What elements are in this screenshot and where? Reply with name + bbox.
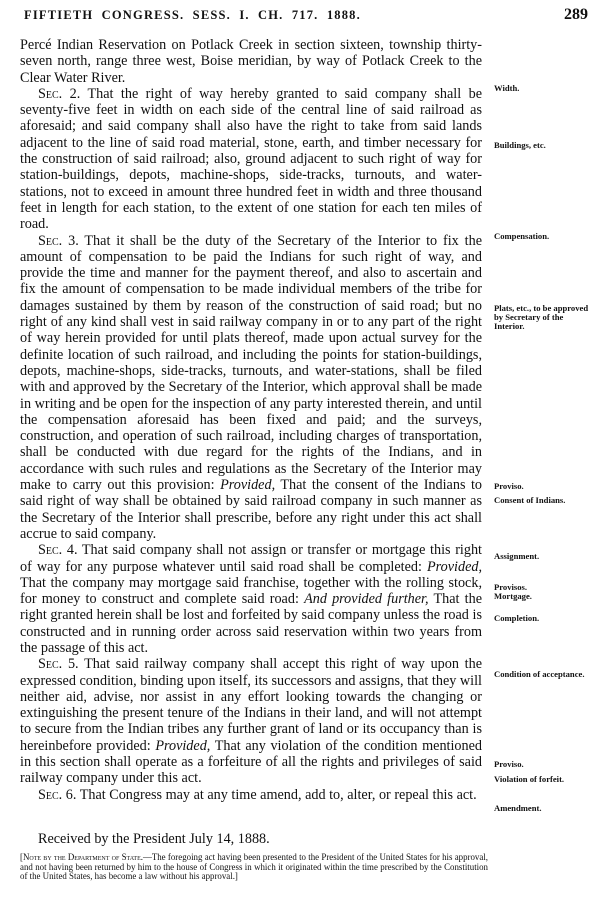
margin-note-assignment: Assignment. (494, 551, 540, 561)
paragraph-continuation: Percé Indian Reservation on Potlack Creek in section sixteen, township thirty-seven north, range three west, Boise meridian, by way of Potlack Creek to the Clear Water River. (20, 37, 482, 86)
section-label: Sec. 5. (38, 656, 79, 673)
proviso-term: Provided, (220, 477, 276, 494)
footnote (20, 853, 488, 882)
margin-note-buildings: Buildings, etc. (494, 140, 546, 150)
margin-note-proviso: Proviso. (494, 481, 524, 491)
margin-note-compensation: Compensation. (494, 231, 550, 241)
section-label: Sec. 4. (38, 542, 78, 559)
received-line: Received by the President July 14, 1888. (38, 831, 270, 847)
margin-note-amendment: Amendment. (494, 803, 542, 813)
section-2: Sec. 2. That the right of way hereby granted to said company shall be seventy-five feet in width on each side of the central line of said railroad as aforesaid; and said company shall also have the right to take from said lands adjacent to the line of said road material, stone, earth, and timber necessary for the construction of said railroad; also, ground adjacent to such right of way for station-buildings, depots, machine-shops, side-tracks, turnouts, and water-stations, not to exceed in amount three hundred feet in width and three thousand feet in length for each station, to the extent of one station for each ten miles of road. (20, 85, 483, 233)
proviso-term: And provided further, (304, 591, 429, 608)
proviso-term: Provided, (426, 558, 483, 575)
page-number: 289 (564, 6, 588, 23)
running-title: FIFTIETH CONGRESS. SESS. I. CH. 717. 1888. (24, 8, 361, 22)
margin-note-plats: Plats, etc., to be approved by Secretary of the Interior. (494, 303, 589, 332)
margin-note-condition: Condition of acceptance. (494, 669, 585, 679)
running-header (16, 6, 588, 28)
proviso-term: Provided, (155, 737, 211, 754)
section-label: Sec. 2. (38, 85, 81, 102)
margin-note-violation: Violation of forfeit. (494, 774, 565, 784)
section-5: Sec. 5. That said railway company shall accept this right of way upon the expressed condition, binding upon itself, its successors and assigns, that they will neither aid, advise, nor assist in any effort looking towards the changing or extinguishing the present tenure of the Indians in their land, and will not attempt to secure from the Indian tribes any further grant of land or its occupancy than is hereinbefore provided: Provided, That any violation of the condition mentioned in this section shall operate as a forfeiture of all the rights and privileges of said railway company under this act. (20, 656, 483, 787)
statute-text (20, 37, 482, 803)
margin-note-proviso-2: Proviso. (494, 759, 524, 769)
section-6: Sec. 6. That Congress may at any time amend, add to, alter, or repeal this act. (38, 786, 477, 803)
margin-note-consent: Consent of Indians. (494, 495, 566, 505)
footnote-text: —The foregoing act having been presented to the President of the United States for his approval, and not having been returned by him to the house of Congress in which it originated within the time prescribed by the Constitution of the United States, has become a law without his approval.] (20, 852, 488, 882)
margin-note-width: Width. (494, 83, 520, 93)
section-label: Sec. 3. (38, 232, 79, 249)
margin-note-completion: Completion. (494, 613, 540, 623)
margin-note-provisos: Provisos. (494, 582, 528, 592)
footnote-lead: [Note by the Department of State. (20, 852, 143, 862)
section-label: Sec. 6. (38, 786, 77, 803)
section-4: Sec. 4. That said company shall not assign or transfer or mortgage this right of way for any purpose whatever until said road shall be completed: Provided, That the company may mortgage said franchise, together with the rolling stock, for money to construct and complete said road: And provided further, That the right granted herein shall be lost and forfeited by said company unless the road is constructed and in running order across said reservation within two years from the passage of this act. (20, 542, 483, 656)
margin-note-mortgage: Mortgage. (494, 591, 532, 601)
section-3: Sec. 3. That it shall be the duty of the Secretary of the Interior to fix the amount of compensation to be paid the Indians for such right of way, and provide the time and manner for the payment thereof, and also to ascertain and fix the amount of compensation to be made individual members of the tribe for damages sustained by them by reason of the construction of said road; but no right of any kind shall vest in said railway company in or to any part of the right of way herein provided for until plats thereof, made upon actual survey for the definite location of such railroad, and including the points for station-buildings, depots, machine-shops, side-tracks, turnouts, and water-stations, shall be filed with and approved by the Secretary of the Interior, which approval shall be made in writing and be open for the inspection of any party interested therein, and until the compensation aforesaid has been fixed and paid; and the surveys, construction, and operation of such railroad, including charges of transportation, shall be conducted with due regard for the rights of the Indians, and in accordance with such rules and regulations as the Secretary of the Interior may make to carry out this provision: Provided, That the consent of the Indians to said right of way shall be obtained by said railroad company in such manner as the Secretary of the Interior shall prescribe, before any right under this act shall accrue to said company. (20, 232, 483, 542)
